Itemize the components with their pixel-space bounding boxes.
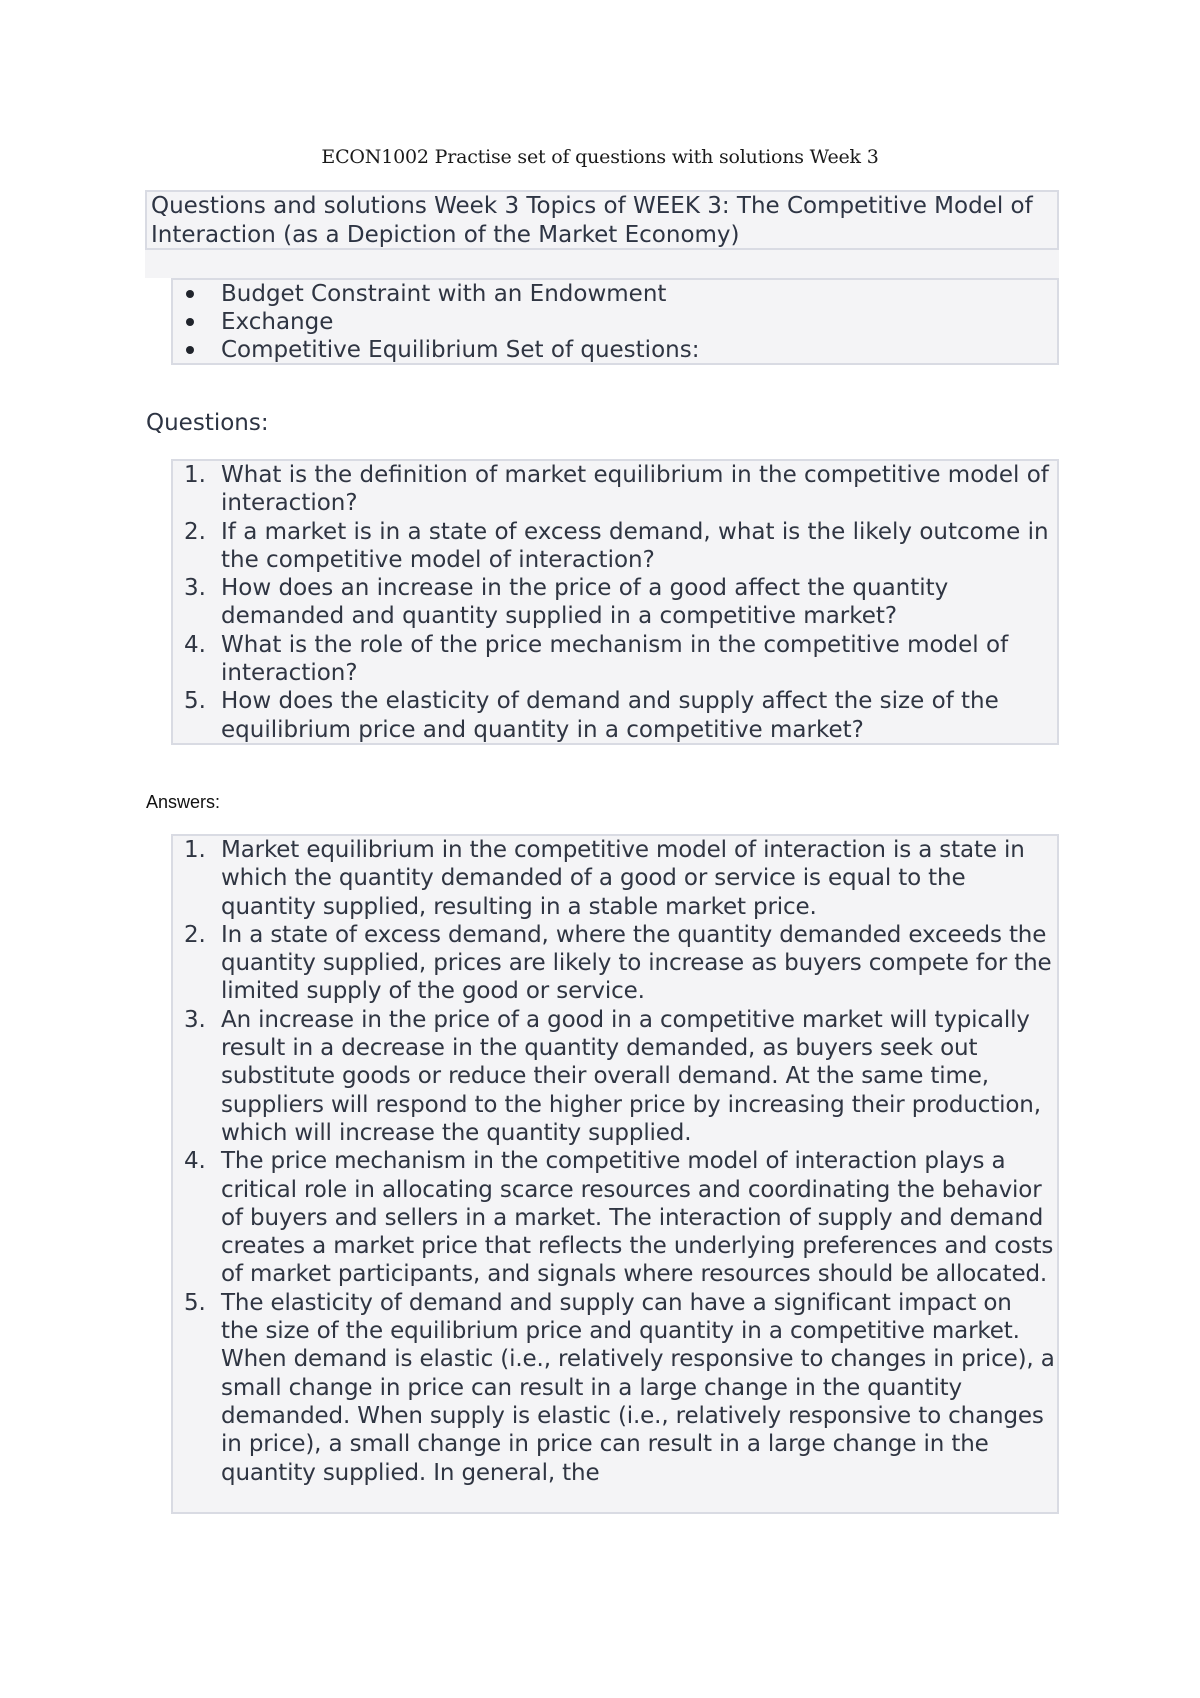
answer-number: 1. (184, 837, 206, 863)
bullet-icon (186, 346, 194, 354)
topic-item (221, 308, 333, 336)
heading-spacer (145, 250, 1059, 278)
topic-item (221, 336, 699, 364)
questions-list (173, 461, 1057, 744)
questions-heading: Questions: (146, 410, 269, 436)
answers-list (173, 836, 1057, 1487)
document-title: ECON1002 Practise set of questions with solutions Week 3 (321, 146, 879, 168)
question-text: How does the elasticity of demand and supply affect the size of the equilibrium price and quantity in a competitive market? (221, 688, 999, 743)
answer-text: Market equilibrium in the competitive model of interaction is a state in which the quantity demanded of a good or service is equal to the quantity supplied, resulting in a stable market price. (221, 837, 1025, 920)
topics-heading: Questions and solutions Week 3 Topics of WEEK 3: The Competitive Model of Interaction (as a Depiction of the Market Economy) (145, 190, 1059, 250)
question-text: What is the role of the price mechanism in the competitive model of interaction? (221, 631, 1009, 687)
question-number: 5. (184, 688, 206, 715)
answer-item (173, 1289, 1057, 1487)
topic-text: Competitive Equilibrium Set of questions: (221, 337, 700, 363)
question-item (173, 631, 1057, 688)
question-item (173, 687, 1057, 744)
answer-item (173, 921, 1057, 1006)
question-item (173, 518, 1057, 575)
topic-item (221, 280, 666, 308)
topic-text: Exchange (221, 309, 334, 335)
bullet-icon (186, 290, 194, 298)
answer-item (173, 1147, 1057, 1288)
bullet-icon (186, 318, 194, 326)
question-number: 4. (184, 631, 206, 658)
questions-list-box (171, 459, 1059, 745)
answer-item (173, 1006, 1057, 1147)
answer-text: The elasticity of demand and supply can have a significant impact on the size of the equilibrium price and quantity in a competitive market. When demand is elastic (i.e., relatively responsive to changes in price), a small change in price can result in a large change in the quantity demanded. When supply is elastic (i.e., relatively responsive to changes in price), a small change in price can result in a large change in the quantity supplied. In general, the (221, 1289, 1055, 1486)
answer-number: 2. (184, 921, 206, 948)
topics-list-box (171, 278, 1059, 365)
question-text: How does an increase in the price of a good affect the quantity demanded and quantity supplied in a competitive market? (221, 575, 949, 630)
answer-text: The price mechanism in the competitive model of interaction plays a critical role in allocating scarce resources and coordinating the behavior of buyers and sellers in a market. The interaction of supply and demand creates a market price that reflects the underlying preferences and costs of market participants, and signals where resources should be allocated. (221, 1148, 1054, 1288)
question-item (173, 574, 1057, 631)
question-text: If a market is in a state of excess demand, what is the likely outcome in the competitive model of interaction? (221, 518, 1049, 573)
answer-number: 4. (184, 1148, 206, 1175)
question-number: 1. (184, 462, 206, 488)
answers-list-box (171, 834, 1059, 1514)
question-item (173, 461, 1057, 518)
topic-text: Budget Constraint with an Endowment (221, 281, 667, 307)
answer-text: An increase in the price of a good in a competitive market will typically result in a decrease in the quantity demanded, as buyers seek out substitute goods or reduce their overall demand. At the same time, suppliers will respond to the higher price by increasing their production, which will increase the quantity supplied. (221, 1006, 1041, 1146)
question-text: What is the definition of market equilibrium in the competitive model of interaction? (221, 462, 1049, 517)
question-number: 2. (184, 518, 206, 545)
answers-heading: Answers: (146, 792, 221, 812)
answer-item (173, 836, 1057, 921)
answer-number: 5. (184, 1289, 206, 1316)
answer-number: 3. (184, 1006, 206, 1033)
answer-text: In a state of excess demand, where the quantity demanded exceeds the quantity supplied, prices are likely to increase as buyers compete for the limited supply of the good or service. (221, 921, 1052, 1005)
question-number: 3. (184, 575, 206, 602)
